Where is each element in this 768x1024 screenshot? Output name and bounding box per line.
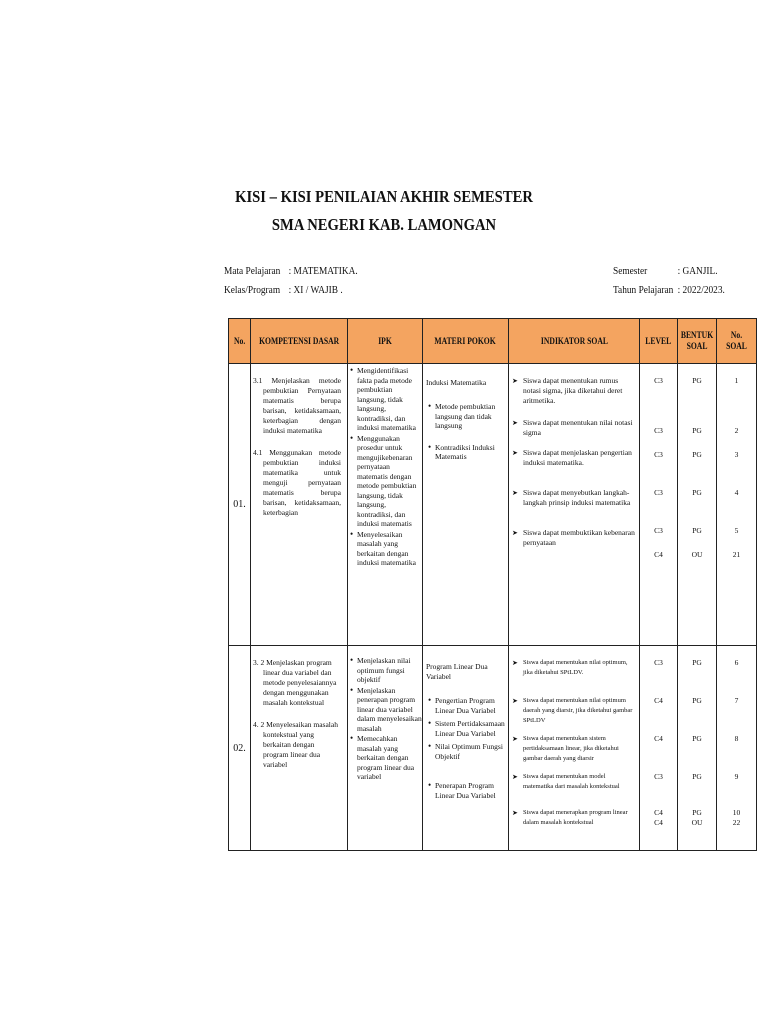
bentuk-value: OU [691,550,703,559]
ipk-item: • Mengidentifikasi fakta pada metode pembuktian langsung, tidak langsung, kontradiksi, dan induksi matematika [357,366,422,433]
header-kd: KOMPETENSI DASAR [251,319,348,364]
table-row [229,364,757,646]
level-value: C3 [654,450,663,459]
header-bentuk: BENTUK SOAL [678,319,717,364]
tahun-value: : 2022/2023. [677,284,725,296]
level-cell [640,364,678,646]
nosoal-value: 22 [732,818,741,827]
nosoal-value: 1 [734,376,739,385]
bentuk-value: PG [692,808,702,817]
school-name: SMA NEGERI KAB. LAMONGAN [271,215,497,234]
bentuk-cell [678,646,717,851]
level-value: C4 [654,808,663,817]
nosoal-value: 2 [734,426,739,435]
bentuk-value: OU [691,818,703,827]
materi-item: • Pengertian Program Linear Dua Variabel [435,696,506,715]
header-indikator: INDIKATOR SOAL [509,319,640,364]
bentuk-value: PG [692,450,702,459]
header-ipk: IPK [348,319,423,364]
indikator-cell [509,364,640,646]
materi-item: • Kontradiksi Induksi Matematis [435,443,506,462]
indikator-item: ➤ Siswa dapat menentukan nilai notasi sigma [509,418,639,438]
meta-mapel [224,265,358,277]
bentuk-value: PG [692,772,702,781]
level-value: C4 [654,696,663,705]
table-row [229,646,757,851]
indikator-item: ➤ Siswa dapat menerapkan program linear dalam masalah kontekstual [509,808,639,828]
materi-cell [423,646,509,851]
bentuk-value: PG [692,696,702,705]
level-value: C4 [654,550,663,559]
nosoal-value: 3 [734,450,739,459]
level-value: C3 [654,488,663,497]
materi-item: • Penerapan Program Linear Dua Variabel [435,781,506,800]
bentuk-value: PG [692,376,702,385]
indikator-item: ➤ Siswa dapat menentukan model matematika dari masalah kontekstual [509,772,639,792]
nosoal-value: 6 [734,658,739,667]
level-value: C3 [654,526,663,535]
indikator-item: ➤ Siswa dapat menentukan nilai optimum, jika diketahui SPtLDV. [509,658,639,678]
mapel-value: : MATEMATIKA. [288,265,358,277]
indikator-item: ➤ Siswa dapat membuktikan kebenaran pernyataan [509,528,639,548]
kd-cell [251,646,348,851]
materi-item: • Metode pembuktian langsung dan tidak langsung [435,402,506,431]
materi-cell [423,364,509,646]
ipk-item: • Menjelaskan nilai optimum fungsi objektif [357,656,422,685]
materi-item: • Nilai Optimum Fungsi Objektif [435,742,506,761]
indikator-cell [509,646,640,851]
bentuk-value: PG [692,426,702,435]
kd-cell [251,364,348,646]
kd-item: 4.1 Menggunakan metode pembuktian induksi matematika untuk menguji pernyataan matematis berupa barisan, ketidaksamaan, keterbagian [253,448,341,517]
ipk-item: • Menyelesaikan masalah yang berkaitan dengan induksi matematika [357,530,422,568]
indikator-item: ➤ Siswa dapat menentukan sistem pertidaksamaan linear, jika diketahui gambar daerah yang diarsir [509,734,639,764]
nosoal-value: 4 [734,488,739,497]
semester-value: : GANJIL. [677,265,718,277]
level-value: C3 [654,376,663,385]
ipk-cell [348,364,423,646]
level-value: C3 [654,772,663,781]
bentuk-value: PG [692,658,702,667]
kelas-value: : XI / WAJIB . [288,284,343,296]
nosoal-cell [717,364,757,646]
materi-item: • Sistem Pertidaksamaan Linear Dua Variabel [435,719,506,738]
bentuk-cell [678,364,717,646]
header-materi: MATERI POKOK [423,319,509,364]
bentuk-value: PG [692,734,702,743]
level-value: C4 [654,734,663,743]
nosoal-value: 8 [734,734,739,743]
level-value: C4 [654,818,663,827]
materi-title: Induksi Matematika [426,378,487,387]
level-cell [640,646,678,851]
ipk-cell [348,646,423,851]
meta-semester [613,265,718,277]
mapel-label: Mata Pelajaran [224,265,281,277]
materi-title: Program Linear Dua Variabel [426,662,488,681]
kd-item: 4. 2 Menyelesaikan masalah kontekstual yang berkaitan dengan program linear dua variabel [253,720,338,769]
header-level: LEVEL [640,319,678,364]
document-title: KISI – KISI PENILAIAN AKHIR SEMESTER [235,187,533,206]
bentuk-value: PG [692,488,702,497]
ipk-item: • Memecahkan masalah yang berkaitan dengan program linear dua variabel [357,734,422,782]
nosoal-value: 9 [734,772,739,781]
indikator-item: ➤ Siswa dapat menjelaskan pengertian induksi matematika. [509,448,639,468]
header-nosoal: No. SOAL [717,319,757,364]
table-header-row [229,319,757,364]
kelas-label: Kelas/Program [224,284,281,296]
level-value: C3 [654,658,663,667]
tahun-label: Tahun Pelajaran [613,284,674,296]
row-number: 01. [229,364,251,646]
kd-item: 3. 2 Menjelaskan program linear dua variabel dan metode penyelesaiannya dengan menggunakan masalah kontekstual [253,658,337,707]
ipk-item: • Menjelaskan penerapan program linear dua variabel dalam menyelesaikan masalah [357,686,422,734]
kisi-table [228,318,757,851]
indikator-item: ➤ Siswa dapat menentukan nilai optimum daerah yang diarsir, jika diketahui gambar SPtLDV [509,696,639,726]
meta-tahun [613,284,725,296]
nosoal-value: 5 [734,526,739,535]
bentuk-value: PG [692,526,702,535]
semester-label: Semester [613,265,648,277]
nosoal-value: 21 [732,550,741,559]
row-number: 02. [229,646,251,851]
nosoal-value: 7 [734,696,739,705]
header-no: No. [229,319,251,364]
kd-item: 3.1 Menjelaskan metode pembuktian Pernyataan matematis berupa barisan, ketidaksamaan, keterbagian dengan induksi matematika [253,376,341,435]
indikator-item: ➤ Siswa dapat menyebutkan langkah-langkah prinsip induksi matematika [509,488,639,508]
nosoal-value: 10 [732,808,741,817]
meta-kelas [224,284,343,296]
level-value: C3 [654,426,663,435]
indikator-item: ➤ Siswa dapat menentukan rumus notasi sigma, jika diketahui deret aritmetika. [509,376,639,406]
ipk-item: • Menggunakan prosedur untuk mengujikebenaran pernyataan matematis dengan metode pembuktian langsung, tidak langsung, kontradiksi, dan induksi matematis [357,434,422,529]
nosoal-cell [717,646,757,851]
